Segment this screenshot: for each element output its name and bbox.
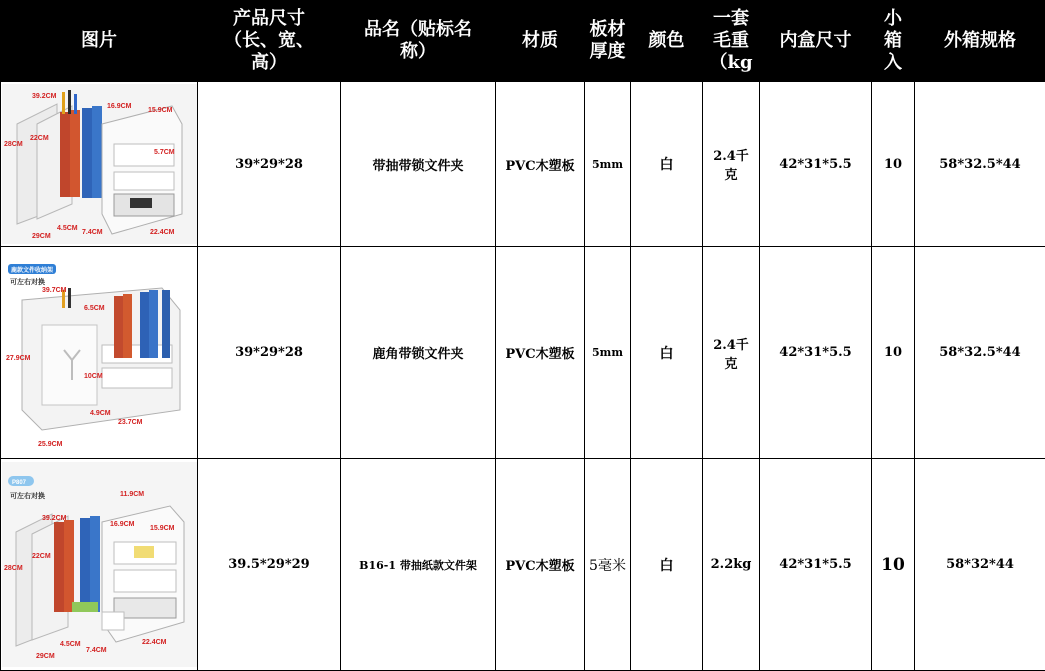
dimension-label: 7.4CM	[81, 229, 103, 236]
dimension-label: 16.9CM	[106, 103, 132, 110]
product-size: 39.5*29*29	[198, 459, 341, 671]
product-name: 带抽带锁文件夹	[341, 82, 496, 247]
table-row	[1, 459, 1045, 671]
board-thickness: 5mm	[585, 82, 631, 247]
header-row	[1, 1, 1045, 82]
dimension-label: 23.7CM	[117, 419, 143, 426]
header-color: 颜色	[631, 1, 703, 82]
dimension-label: 4.5CM	[59, 641, 81, 648]
dimension-label: 5.7CM	[153, 149, 175, 156]
material: PVC木塑板	[496, 459, 585, 671]
table-row	[1, 247, 1045, 459]
outer-carton-size: 58*32*44	[915, 459, 1045, 671]
product-image-cell	[1, 459, 198, 671]
product-image-cell	[1, 82, 198, 247]
dimension-label: 28CM	[3, 565, 23, 572]
dimension-label: 6.5CM	[83, 305, 105, 312]
dimension-label: 22CM	[29, 135, 49, 142]
material: PVC木塑板	[496, 82, 585, 247]
header-product-name: 品名（贴标名称）	[341, 1, 496, 82]
dimension-label: 10CM	[83, 373, 103, 380]
dimension-label: 39.2CM	[41, 515, 67, 522]
header-units-per-carton: 小箱入	[872, 1, 915, 82]
header-gross-weight: 一套毛重（kg	[703, 1, 760, 82]
units-per-carton: 10	[872, 459, 915, 671]
board-thickness: 5毫米	[585, 459, 631, 671]
image-note: 可左右对换	[9, 279, 45, 286]
units-per-carton: 10	[872, 82, 915, 247]
outer-carton-size: 58*32.5*44	[915, 82, 1045, 247]
dimension-label: 11.9CM	[119, 491, 144, 498]
image-badge: P807	[11, 480, 26, 486]
header-inner-box-size: 内盒尺寸	[760, 1, 872, 82]
file-organizer-antler-image	[2, 250, 197, 455]
dimension-label: 39.7CM	[41, 287, 67, 294]
product-image-cell	[1, 247, 198, 459]
dimension-label: 29CM	[31, 233, 51, 240]
inner-box-size: 42*31*5.5	[760, 82, 872, 247]
dimension-label: 4.5CM	[56, 225, 78, 232]
inner-box-size: 42*31*5.5	[760, 459, 872, 671]
file-organizer-drawer-image	[2, 84, 197, 244]
product-name: 鹿角带锁文件夹	[341, 247, 496, 459]
color: 白	[631, 82, 703, 247]
dimension-label: 15.9CM	[149, 525, 175, 532]
dimension-label: 4.9CM	[89, 410, 111, 417]
dimension-label: 25.9CM	[37, 441, 63, 448]
product-size: 39*29*28	[198, 82, 341, 247]
board-thickness: 5mm	[585, 247, 631, 459]
header-material: 材质	[496, 1, 585, 82]
dimension-label: 39.2CM	[31, 93, 57, 100]
units-per-carton: 10	[872, 247, 915, 459]
material: PVC木塑板	[496, 247, 585, 459]
header-product-size: 产品尺寸（长、宽、高）	[198, 1, 341, 82]
inner-box-size: 42*31*5.5	[760, 247, 872, 459]
dimension-label: 27.9CM	[5, 355, 31, 362]
file-organizer-tissue-image	[2, 462, 197, 667]
color: 白	[631, 247, 703, 459]
dimension-label: 22.4CM	[149, 229, 175, 236]
header-board-thickness: 板材厚度	[585, 1, 631, 82]
gross-weight: 2.2kg	[703, 459, 760, 671]
gross-weight: 2.4千克	[703, 82, 760, 247]
dimension-label: 15.9CM	[147, 107, 173, 114]
image-badge: 鹿款文件收纳架	[10, 268, 53, 274]
product-name: B16-1 带抽纸款文件架	[341, 459, 496, 671]
header-outer-carton-size: 外箱规格	[915, 1, 1045, 82]
dimension-label: 7.4CM	[85, 647, 107, 654]
dimension-label: 22.4CM	[141, 639, 167, 646]
gross-weight: 2.4千克	[703, 247, 760, 459]
dimension-label: 29CM	[35, 653, 55, 660]
product-size: 39*29*28	[198, 247, 341, 459]
header-image: 图片	[1, 1, 198, 82]
outer-carton-size: 58*32.5*44	[915, 247, 1045, 459]
dimension-label: 28CM	[3, 141, 23, 148]
dimension-label: 16.9CM	[109, 521, 135, 528]
image-note: 可左右对换	[9, 493, 45, 500]
color: 白	[631, 459, 703, 671]
table-row	[1, 82, 1045, 247]
dimension-label: 22CM	[31, 553, 51, 560]
